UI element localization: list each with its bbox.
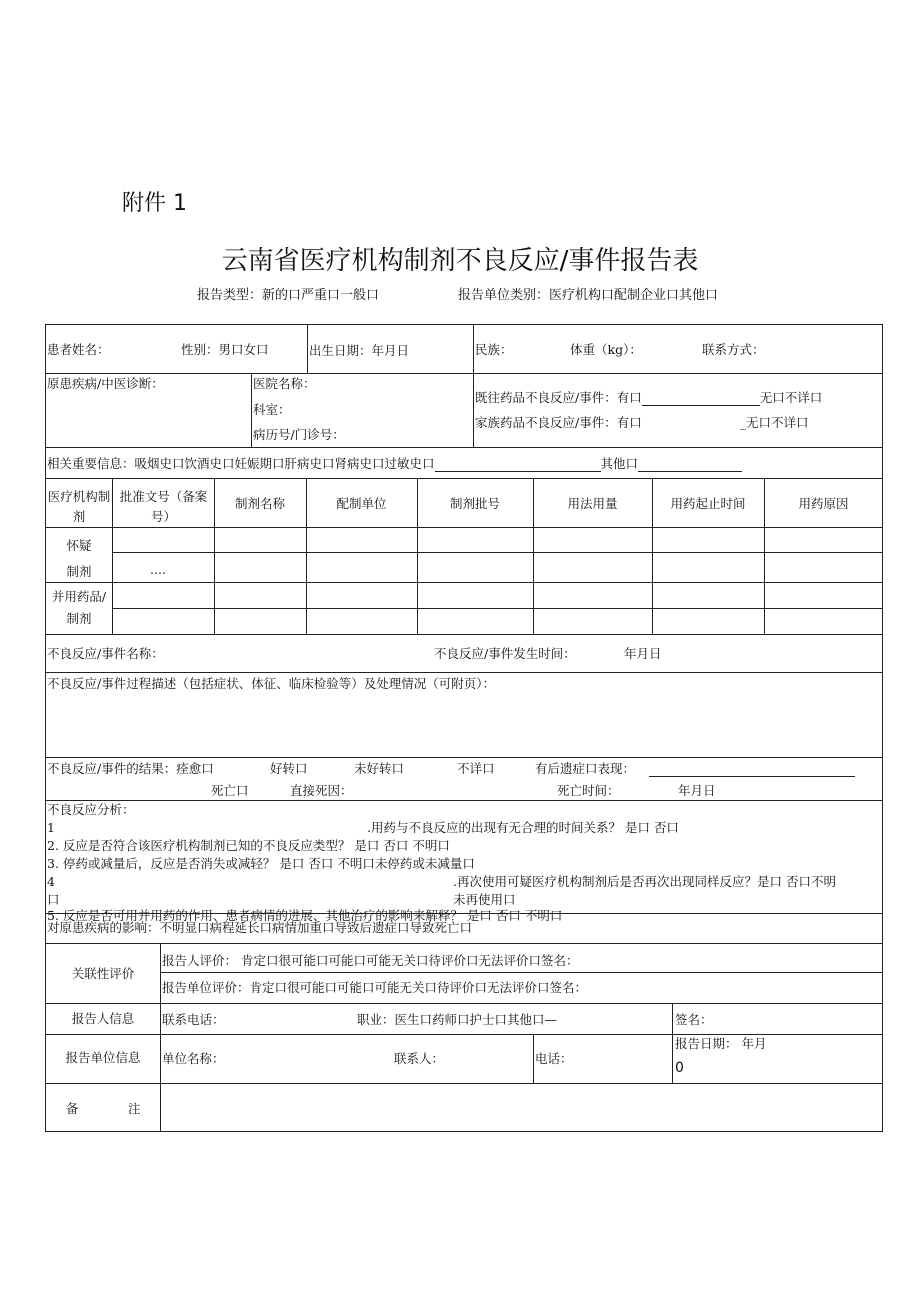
unit-contact-field[interactable]: 联系人： bbox=[394, 1051, 445, 1066]
family-adr-field[interactable] bbox=[475, 415, 808, 431]
family-adr-options: _无口不详口 bbox=[739, 415, 809, 430]
report-date-tail: 0 bbox=[675, 1060, 684, 1076]
other-history-label: 其他口 bbox=[600, 456, 639, 471]
ellipsis-text: .... bbox=[150, 562, 166, 577]
diagnosis-field[interactable]: 原患疾病/中医诊断： bbox=[47, 376, 164, 391]
report-type[interactable]: 报告类型：新的口严重口一般口 bbox=[197, 288, 380, 303]
death-time-unit: 年月日 bbox=[678, 783, 716, 798]
death-time-field[interactable]: 死亡时间： bbox=[557, 783, 620, 798]
q4-not-reused[interactable]: 未再使用口 bbox=[453, 892, 516, 907]
result-not-improved[interactable]: 未好转口 bbox=[354, 761, 405, 776]
event-process-field[interactable]: 不良反应/事件过程描述（包括症状、体征、临床检验等）及处理情况（可附页）： bbox=[47, 676, 495, 691]
gender-field[interactable]: 性别：男口女口 bbox=[181, 342, 269, 357]
result-sequelae[interactable] bbox=[535, 761, 855, 777]
department-field[interactable]: 科室： bbox=[253, 402, 291, 417]
past-adr-field[interactable] bbox=[475, 390, 822, 406]
report-date-field[interactable]: 报告日期： 年月 bbox=[675, 1036, 767, 1051]
table-rule bbox=[45, 373, 883, 374]
q1-question[interactable]: .用药与不良反应的出现有无合理的时间关系？ 是口 否口 bbox=[367, 820, 679, 835]
event-time-field[interactable]: 不良反应/事件发生时间： bbox=[434, 646, 576, 661]
table-rule bbox=[307, 324, 308, 373]
table-rule bbox=[672, 1003, 673, 1034]
concomitant-drug-label: 并用药品/制剂 bbox=[51, 589, 107, 626]
record-number-field[interactable]: 病历号/门诊号： bbox=[253, 427, 345, 442]
result-unknown[interactable]: 不详口 bbox=[457, 761, 495, 776]
contact-field[interactable]: 联系方式： bbox=[702, 342, 765, 357]
form-title: 云南省医疗机构制剂不良反应/事件报告表 bbox=[221, 246, 699, 276]
remarks-char-1: 备 bbox=[66, 1101, 79, 1116]
table-rule bbox=[45, 943, 883, 944]
table-rule bbox=[251, 373, 252, 447]
q3-question[interactable]: 3. 停药或减量后，反应是否消失或减轻？ 是口 否口 不明口未停药或未减量口 bbox=[47, 856, 475, 871]
table-rule bbox=[45, 672, 883, 673]
report-table bbox=[45, 324, 883, 1132]
q4-question[interactable]: .再次使用可疑医疗机构制剂后是否再次出现同样反应？是口 否口不明 bbox=[453, 874, 836, 889]
reporter-info-label: 报告人信息 bbox=[71, 1011, 135, 1026]
remarks-char-2: 注 bbox=[128, 1101, 141, 1116]
event-time-unit: 年月日 bbox=[624, 646, 662, 661]
past-adr-blank[interactable] bbox=[642, 393, 760, 406]
direct-cause-field[interactable]: 直接死因： bbox=[290, 783, 353, 798]
past-adr-options: 无口不详口 bbox=[759, 390, 823, 405]
sequelae-blank[interactable] bbox=[649, 764, 855, 777]
q4-checkbox[interactable]: 口 bbox=[47, 892, 60, 907]
reporter-evaluation[interactable]: 报告人评价： 肯定口很可能口可能口可能无关口待评价口无法评价口签名： bbox=[162, 953, 579, 968]
suspected-drug-label: 怀疑制剂 bbox=[66, 538, 92, 579]
table-rule bbox=[112, 608, 883, 609]
table-rule bbox=[112, 552, 883, 553]
table-rule bbox=[45, 582, 883, 583]
reporter-job-field[interactable]: 职业：医生口药师口护士口其他口— bbox=[357, 1012, 558, 1027]
q2-question[interactable]: 2. 反应是否符合该医疗机构制剂已知的不良反应类型？ 是口 否口 不明口 bbox=[47, 838, 450, 853]
annex-label: 附件 1 bbox=[122, 191, 187, 216]
drug-table-head-approval: 批准文号（备案号） bbox=[119, 489, 208, 524]
reporter-sign-field[interactable]: 签名： bbox=[675, 1012, 713, 1027]
table-rule bbox=[45, 447, 883, 448]
q5-question[interactable]: 5. 反应是否可用并用药的作用、患者病情的进展、其他治疗的影响来解释？ 是口 否口 不明口 bbox=[47, 908, 563, 923]
analysis-section bbox=[46, 802, 882, 923]
table-rule bbox=[45, 478, 883, 479]
report-unit-type[interactable]: 报告单位类别：医疗机构口配制企业口其他口 bbox=[458, 288, 719, 303]
analysis-title: 不良反应分析： bbox=[47, 802, 135, 817]
other-history-blank[interactable] bbox=[638, 459, 742, 472]
event-name-field[interactable]: 不良反应/事件名称： bbox=[47, 646, 164, 661]
unit-name-field[interactable]: 单位名称： bbox=[162, 1051, 225, 1066]
sequelae-label: 有后遗症口表现： bbox=[535, 761, 636, 776]
unit-info-label: 报告单位信息 bbox=[65, 1050, 141, 1065]
history-blank[interactable] bbox=[435, 459, 601, 472]
table-rule bbox=[45, 1083, 883, 1084]
ethnicity-field[interactable]: 民族： bbox=[475, 342, 513, 357]
drug-table-head-batch: 制剂批号 bbox=[449, 496, 500, 511]
disease-impact-field[interactable]: 对原患疾病的影响：不明显口病程延长口病情加重口导致后遗症口导致死亡口 bbox=[47, 920, 473, 935]
reporter-phone-field[interactable]: 联系电话： bbox=[162, 1012, 225, 1027]
hospital-name-field[interactable]: 医院名称： bbox=[253, 376, 316, 391]
drug-table-head-name: 制剂名称 bbox=[234, 496, 285, 511]
past-adr-label: 既往药品不良反应/事件：有口 bbox=[475, 390, 642, 405]
q1-number: 1 bbox=[47, 820, 55, 835]
patient-name-field[interactable]: 患者姓名： bbox=[47, 342, 110, 357]
drug-table-head-period: 用药起止时间 bbox=[670, 496, 746, 511]
unit-evaluation[interactable]: 报告单位评价：肯定口很可能口可能口可能无关口待评价口无法评价口签名： bbox=[162, 980, 588, 995]
unit-phone-field[interactable]: 电话： bbox=[535, 1051, 573, 1066]
result-death[interactable]: 死亡口 bbox=[211, 783, 249, 798]
history-field[interactable] bbox=[47, 456, 742, 472]
table-rule bbox=[45, 757, 883, 758]
table-rule bbox=[533, 1034, 534, 1083]
table-rule bbox=[45, 1003, 883, 1004]
table-rule bbox=[45, 527, 883, 528]
drug-table-head-0: 医疗机构制剂 bbox=[47, 489, 111, 524]
drug-table-head-dosage: 用法用量 bbox=[567, 496, 618, 511]
q4-number: 4 bbox=[47, 874, 55, 889]
table-rule bbox=[45, 1034, 883, 1035]
table-rule bbox=[45, 634, 883, 635]
birth-date-field[interactable]: 出生日期：年月日 bbox=[309, 343, 410, 358]
relevance-label: 关联性评价 bbox=[71, 966, 135, 981]
table-rule bbox=[473, 373, 474, 447]
result-improved[interactable]: 好转口 bbox=[270, 761, 308, 776]
table-rule bbox=[473, 324, 474, 373]
drug-table-head-reason: 用药原因 bbox=[798, 496, 849, 511]
table-rule bbox=[45, 800, 883, 801]
table-rule bbox=[672, 1034, 673, 1083]
weight-field[interactable]: 体重（kg）： bbox=[570, 342, 642, 357]
result-cured[interactable]: 不良反应/事件的结果：痊愈口 bbox=[47, 761, 214, 776]
family-adr-label: 家族药品不良反应/事件：有口 bbox=[475, 415, 642, 430]
history-label: 相关重要信息：吸烟史口饮酒史口妊娠期口肝病史口肾病史口过敏史口 bbox=[47, 456, 435, 471]
table-rule bbox=[160, 972, 883, 973]
drug-table-head-maker: 配制单位 bbox=[336, 496, 387, 511]
table-rule bbox=[160, 943, 161, 1132]
